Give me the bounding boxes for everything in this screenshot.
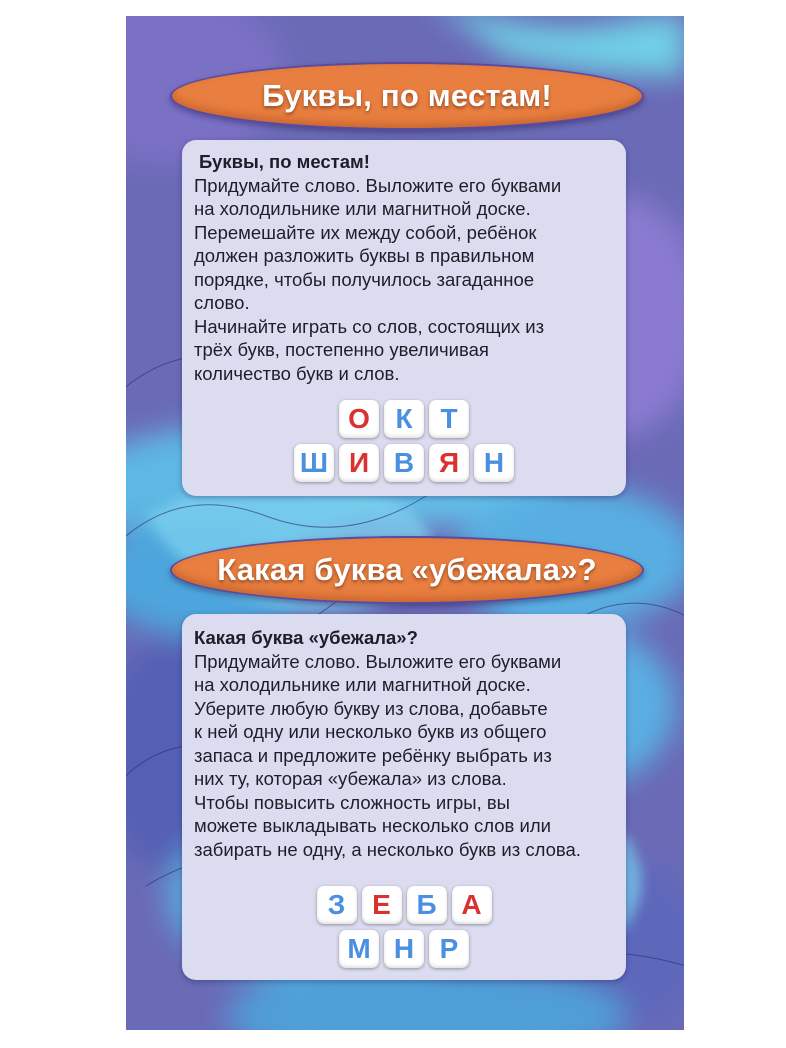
paragraph-line: на холодильнике или магнитной доске. [194, 674, 531, 695]
banner-title: Какая буква «убежала»? [217, 552, 597, 587]
letter-tile: Н [384, 930, 424, 968]
paragraph-line: слово. [194, 292, 250, 313]
tile-row [182, 886, 626, 924]
paragraph-line: к ней одну или несколько букв из общего [194, 721, 547, 742]
banner-letters-in-place [170, 62, 644, 130]
letter-tile: Е [362, 886, 402, 924]
paragraph-line: Придумайте слово. Выложите его буквами [194, 650, 562, 672]
letter-tile: М [339, 930, 379, 968]
paragraph-line: Начинайте играть со слов, состоящих из [194, 315, 545, 337]
paragraph-line: забирать не одну, а несколько букв из слова. [194, 838, 581, 860]
card-letters-in-place [182, 140, 626, 496]
letter-tile: К [384, 400, 424, 438]
tile-row [182, 400, 626, 438]
letter-tile: З [317, 886, 357, 924]
paragraph-line: них ту, которая «убежала» из слова. [194, 768, 507, 789]
paragraph-line: количество букв и слов. [194, 362, 400, 384]
paragraph-line: Чтобы повысить сложность игры, вы [194, 791, 510, 813]
paragraph-line: должен разложить буквы в правильном [194, 245, 535, 266]
tile-row [182, 444, 626, 482]
card-heading: Буквы, по местам! [199, 151, 370, 172]
tile-row [182, 930, 626, 968]
letter-tile: Т [429, 400, 469, 438]
card-which-letter-ran-away [182, 614, 626, 980]
letter-tile: Н [474, 444, 514, 482]
paragraph-line: трёх букв, постепенно увеличивая [194, 339, 489, 360]
paragraph-line: Уберите любую букву из слова, добавьте [194, 697, 548, 719]
letter-tile: А [452, 886, 492, 924]
card-text [194, 626, 581, 861]
letter-tile: И [339, 444, 379, 482]
paragraph-line: можете выкладывать несколько слов или [194, 815, 551, 836]
card-text [194, 150, 561, 385]
letter-tile: О [339, 400, 379, 438]
letter-tile: Б [407, 886, 447, 924]
paragraph-line: порядке, чтобы получилось загаданное [194, 268, 535, 290]
letter-tile: В [384, 444, 424, 482]
paragraph-line: Придумайте слово. Выложите его буквами [194, 174, 562, 196]
card-heading: Какая буква «убежала»? [194, 627, 418, 648]
paragraph-line: Перемешайте их между собой, ребёнок [194, 221, 537, 243]
paragraph-line: запаса и предложите ребёнку выбрать из [194, 744, 552, 766]
letter-tile: Ш [294, 444, 334, 482]
game-page [126, 16, 684, 1030]
banner-title: Буквы, по местам! [262, 78, 552, 113]
paragraph-line: на холодильнике или магнитной доске. [194, 198, 531, 219]
letter-tile: Я [429, 444, 469, 482]
letter-tile: Р [429, 930, 469, 968]
banner-which-letter-ran-away [170, 536, 644, 604]
